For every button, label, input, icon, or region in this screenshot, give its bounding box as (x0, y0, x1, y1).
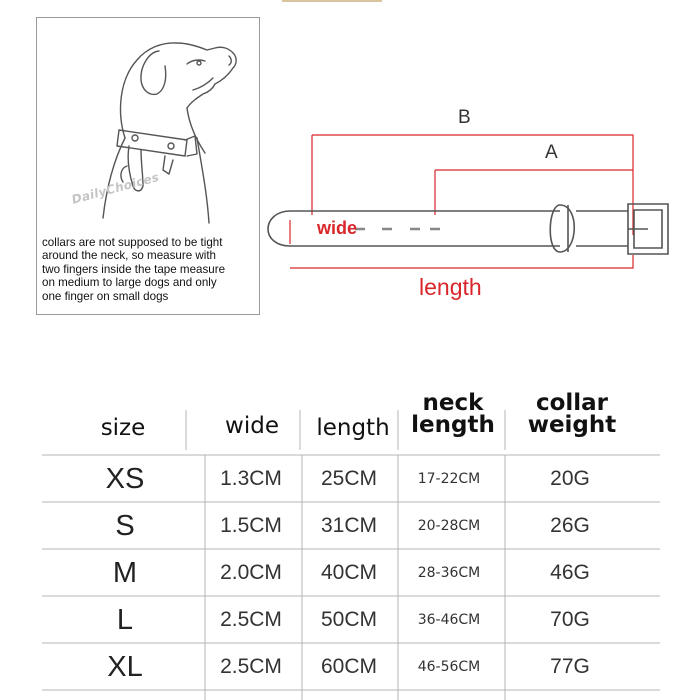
weight-cell: 77G (550, 655, 590, 678)
size-cell: L (116, 603, 134, 636)
header-weight-line: weight (527, 412, 617, 438)
dimension-wide-label: wide (317, 218, 358, 238)
header-length: length (316, 415, 390, 441)
neck-cell: 36-46CM (417, 612, 481, 628)
neck-cell: 17-22CM (417, 471, 481, 487)
neck-cell: 20-28CM (417, 518, 481, 534)
size-cell: XL (107, 650, 143, 683)
wide-cell: 2.5CM (220, 608, 282, 631)
weight-cell: 26G (550, 514, 590, 537)
weight-cell: 46G (550, 561, 590, 584)
table-row (0, 504, 700, 548)
header-neck-line: neck (422, 390, 484, 416)
header-collar-weight (515, 392, 629, 436)
size-cell: M (112, 556, 138, 589)
weight-cell: 70G (550, 608, 590, 631)
wide-cell: 1.5CM (220, 514, 282, 537)
size-cell: XS (105, 462, 145, 495)
wide-cell: 2.0CM (220, 561, 282, 584)
header-wide: wide (225, 413, 279, 439)
length-cell: 31CM (320, 514, 378, 537)
wide-cell: 2.5CM (220, 655, 282, 678)
watermark-text: DailyChoices (70, 169, 161, 207)
table-row (0, 551, 700, 595)
header-neck-length (398, 392, 508, 436)
dimension-a-label: A (545, 142, 558, 163)
header-size: size (100, 415, 146, 441)
fit-note-line: two fingers inside the tape measure (42, 262, 226, 276)
wide-cell: 1.3CM (220, 467, 282, 490)
dimension-length-label: length (419, 274, 482, 300)
weight-cell: 20G (550, 467, 590, 490)
length-cell: 60CM (320, 655, 378, 678)
fit-note-line: on medium to large dogs and only (42, 276, 217, 290)
fit-note-line: one finger on small dogs (42, 289, 169, 303)
size-cell: S (115, 509, 135, 542)
length-cell: 25CM (320, 467, 378, 490)
length-cell: 40CM (320, 561, 378, 584)
header-neck-line: length (411, 412, 495, 438)
table-row (0, 598, 700, 642)
table-row (0, 645, 700, 689)
dimension-b-label: B (458, 107, 471, 128)
fit-note-line: collars are not supposed to be tight (42, 236, 223, 249)
neck-cell: 46-56CM (417, 659, 481, 675)
fit-note-line: around the neck, so measure with (42, 249, 217, 263)
header-weight-line: collar (535, 390, 609, 416)
neck-cell: 28-36CM (417, 565, 481, 581)
table-row (0, 457, 700, 501)
length-cell: 50CM (320, 608, 378, 631)
